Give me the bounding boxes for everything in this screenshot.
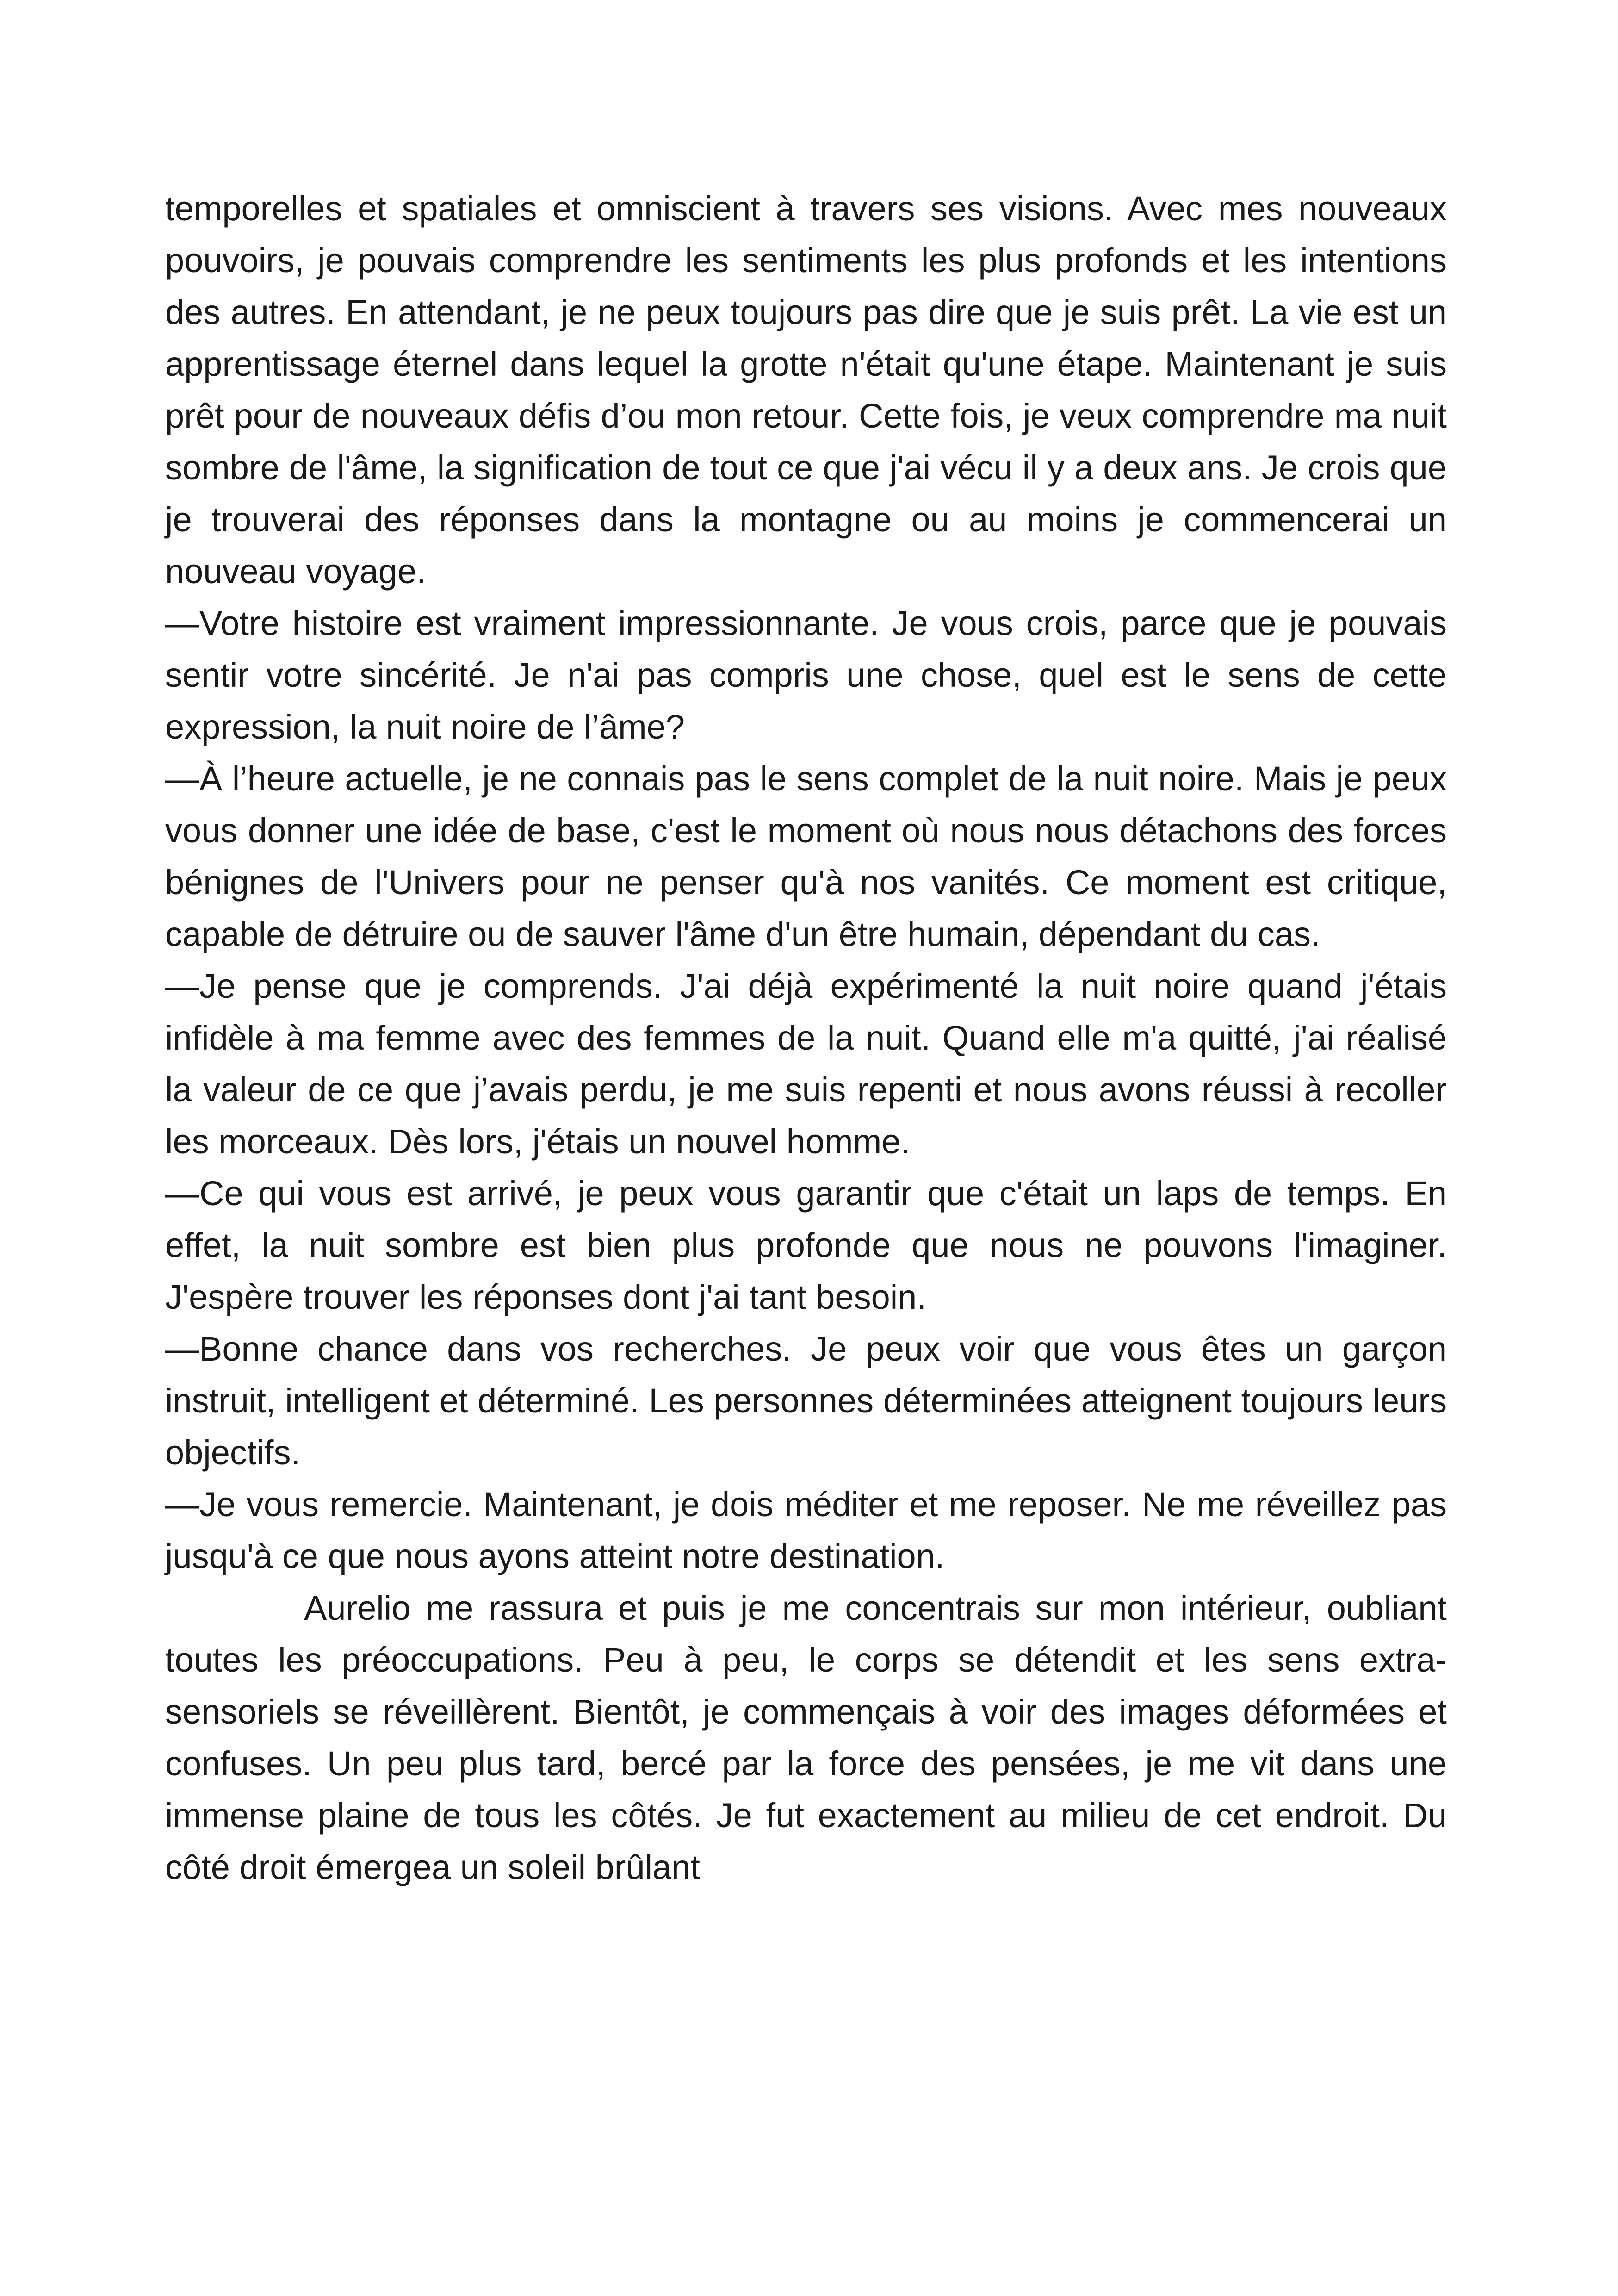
body-text [165, 183, 1447, 1893]
paragraph-narration-2: Aurelio me rassura et puis je me concentrais sur mon intérieur, oubliant toutes les préoccupations. Peu à peu, le corps se détendit et les sens extra-sensoriels se réveillèrent. Bientôt, je commençais à voir des images déformées et confuses. Un peu plus tard, bercé par la force des pensées, je me vit dans une immense plaine de tous les côtés. Je fut exactement au milieu de cet endroit. Du côté droit émergea un soleil brûlant [165, 1589, 1447, 1886]
paragraph-dialogue-3: —Je pense que je comprends. J'ai déjà expérimenté la nuit noire quand j'étais infidèle à ma femme avec des femmes de la nuit. Quand elle m'a quitté, j'ai réalisé la valeur de ce que j’avais perdu, je me suis repenti et nous avons réussi à recoller les morceaux. Dès lors, j'étais un nouvel homme. [165, 967, 1447, 1161]
paragraph-narration-1: temporelles et spatiales et omniscient à travers ses visions. Avec mes nouveaux pouvoirs, je pouvais comprendre les sentiments les plus profonds et les intentions des autres. En attendant, je ne peux toujours pas dire que je suis prêt. La vie est un apprentissage éternel dans lequel la grotte n'était qu'une étape. Maintenant je suis prêt pour de nouveaux défis d’ou mon retour. Cette fois, je veux comprendre ma nuit sombre de l'âme, la signification de tout ce que j'ai vécu il y a deux ans. Je crois que je trouverai des réponses dans la montagne ou au moins je commencerai un nouveau voyage. [165, 189, 1447, 591]
paragraph-dialogue-5: —Bonne chance dans vos recherches. Je peux voir que vous êtes un garçon instruit, intelligent et déterminé. Les personnes déterminées atteignent toujours leurs objectifs. [165, 1330, 1447, 1472]
paragraph-dialogue-2: —À l’heure actuelle, je ne connais pas le sens complet de la nuit noire. Mais je peux vous donner une idée de base, c'est le moment où nous nous détachons des forces bénignes de l'Univers pour ne penser qu'à nos vanités. Ce moment est critique, capable de détruire ou de sauver l'âme d'un être humain, dépendant du cas. [165, 759, 1447, 953]
paragraph-dialogue-6: —Je vous remercie. Maintenant, je dois méditer et me reposer. Ne me réveillez pas jusqu'à ce que nous ayons atteint notre destination. [165, 1485, 1447, 1575]
paragraph-dialogue-4: —Ce qui vous est arrivé, je peux vous garantir que c'était un laps de temps. En effet, la nuit sombre est bien plus profonde que nous ne pouvons l'imaginer. J'espère trouver les réponses dont j'ai tant besoin. [165, 1174, 1447, 1316]
paragraph-dialogue-1: —Votre histoire est vraiment impressionnante. Je vous crois, parce que je pouvais sentir votre sincérité. Je n'ai pas compris une chose, quel est le sens de cette expression, la nuit noire de l’âme? [165, 604, 1447, 746]
